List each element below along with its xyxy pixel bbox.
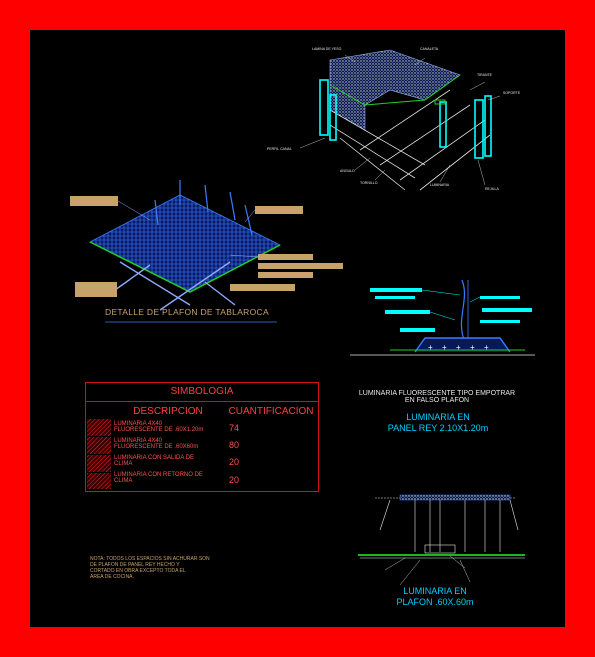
luminaria-panel-desc: LUMINARIA FLUORESCENTE TIPO EMPOTRAR EN FALSO PLAFON bbox=[358, 390, 516, 405]
drawing-canvas bbox=[30, 30, 565, 627]
plafon-tablaroca-detail bbox=[70, 180, 343, 322]
callout-rejilla: REJILLA bbox=[485, 187, 499, 191]
svg-text:+: + bbox=[484, 343, 489, 352]
callout-canaleta: CANALETA bbox=[420, 47, 439, 51]
col-descripcion: DESCRIPCION bbox=[133, 406, 203, 417]
callout-tornillo: TORNILLO bbox=[360, 181, 378, 185]
svg-text:+: + bbox=[428, 343, 433, 352]
luminaria-panel-section bbox=[350, 280, 535, 355]
callout-tirante: TIRANTE bbox=[477, 73, 492, 77]
simbologia-table bbox=[85, 382, 319, 492]
callout-luminaria: LUMINARIA bbox=[430, 183, 450, 187]
callout-lamina: LAMINA DE YESO bbox=[312, 47, 342, 51]
simbologia-row-1-qty: 74 bbox=[229, 423, 240, 433]
simbologia-row-2-qty: 80 bbox=[229, 440, 240, 450]
simbologia-row-3-desc: LUMINARIA CON SALIDA DE CLIMA bbox=[114, 455, 195, 467]
luminaria-plafon-title: LUMINARIA EN PLAFON .60X.60m bbox=[396, 586, 474, 607]
simbologia-row-3-qty: 20 bbox=[229, 457, 240, 467]
nota-text: NOTA: TODOS LOS ESPACIOS SIN ACHURAR SON DE PLAFON DE PANEL REY HECHO Y CORTADO EN OBRA EXCEPTO TODA EL AREA DE COCINA. bbox=[90, 556, 210, 580]
svg-text:+: + bbox=[456, 343, 461, 352]
simbologia-row-2-desc: LUMINARIA 4X40 FLUORESCENTE DE .60X60m bbox=[114, 438, 199, 450]
simbologia-row-4-desc: LUMINARIA CON RETORNO DE CLIMA bbox=[114, 472, 203, 484]
callout-soporte: SOPORTE bbox=[503, 91, 521, 95]
callout-angulo: ANGULO bbox=[340, 169, 355, 173]
luminaria-plafon-section bbox=[358, 495, 525, 585]
col-cuantificacion: CUANTIFICACION bbox=[228, 406, 314, 417]
simbologia-title: SIMBOLOGIA bbox=[86, 383, 318, 402]
svg-text:+: + bbox=[442, 343, 447, 352]
simbologia-row-1-desc: LUMINARIA 4X40 FLUORESCENTE DE .60X1.20m bbox=[114, 421, 204, 433]
cad-drawing bbox=[30, 30, 565, 627]
svg-text:+: + bbox=[470, 343, 475, 352]
detalle-title: DETALLE DE PLAFON DE TABLAROCA bbox=[105, 307, 269, 317]
luminaria-panel-title: LUMINARIA EN PANEL REY 2.10X1.20m bbox=[387, 412, 489, 433]
callout-perfil: PERFIL CANAL bbox=[267, 147, 292, 151]
simbologia-row-4-qty: 20 bbox=[229, 475, 240, 485]
